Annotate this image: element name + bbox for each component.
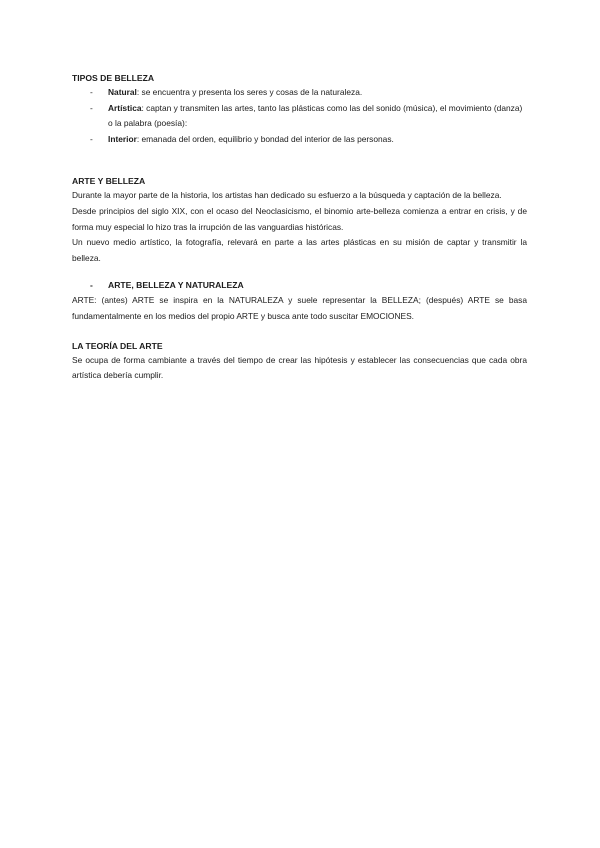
spacer (72, 266, 527, 278)
list-item-artistica (72, 101, 527, 132)
paragraph: ARTE: (antes) ARTE se inspira en la NATURALEZA y suele representar la BELLEZA; (después) ARTE se basa fundamentalmente en los medios del propio ARTE y busca ante todo suscitar EMOCIONES. (72, 295, 527, 321)
spacer (72, 325, 527, 339)
section-heading: TIPOS DE BELLEZA (72, 73, 155, 83)
subsection-title: ARTE, BELLEZA Y NATURALEZA (108, 280, 244, 291)
section-tipos-de-belleza (72, 71, 527, 147)
list-item-natural (72, 85, 527, 101)
paragraph: Desde principios del siglo XIX, con el ocaso del Neoclasicismo, el binomio arte-belleza comienza a entrar en crisis, y de forma muy especial lo hizo tras la irrupción de las vanguardias históricas. (72, 205, 527, 232)
paragraph: Durante la mayor parte de la historia, los artistas han dedicado su esfuerzo a la búsqueda y captación de la belleza. (72, 190, 502, 201)
section-heading: ARTE Y BELLEZA (72, 176, 146, 187)
list-term: Interior (108, 133, 137, 144)
section-heading: LA TEORÍA DEL ARTE (72, 340, 163, 351)
list-term: Natural (108, 87, 137, 97)
beauty-types-list (72, 85, 527, 147)
paragraph: Un nuevo medio artístico, la fotografía, relevará en parte a las artes plásticas en su misión de captar y transmitir la belleza. (72, 237, 527, 263)
spacer (72, 147, 527, 174)
list-text: : emanada del orden, equilibrio y bondad del interior de las personas. (136, 133, 394, 144)
subsection-heading (72, 278, 527, 293)
section-arte-y-belleza (72, 174, 527, 266)
list-dash: - (90, 87, 93, 97)
section-teoria-del-arte (72, 339, 527, 384)
list-dash: - (90, 102, 93, 113)
list-text: : se encuentra y presenta los seres y cosas de la naturaleza. (136, 87, 363, 97)
section-arte-belleza-naturaleza (72, 278, 527, 324)
list-item-interior (72, 132, 527, 148)
paragraph: Se ocupa de forma cambiante a través del tiempo de crear las hipótesis y establecer las consecuencias que cada obra artística debería cumplir. (72, 354, 527, 381)
list-dash: - (90, 133, 93, 144)
document-page (72, 71, 527, 384)
list-dash: - (90, 280, 93, 291)
list-term: Artística (108, 102, 142, 113)
list-text: : captan y transmiten las artes, tanto las plásticas como las del sonido (música), el movimiento (danza) o la palabra (poesía): (108, 102, 523, 129)
